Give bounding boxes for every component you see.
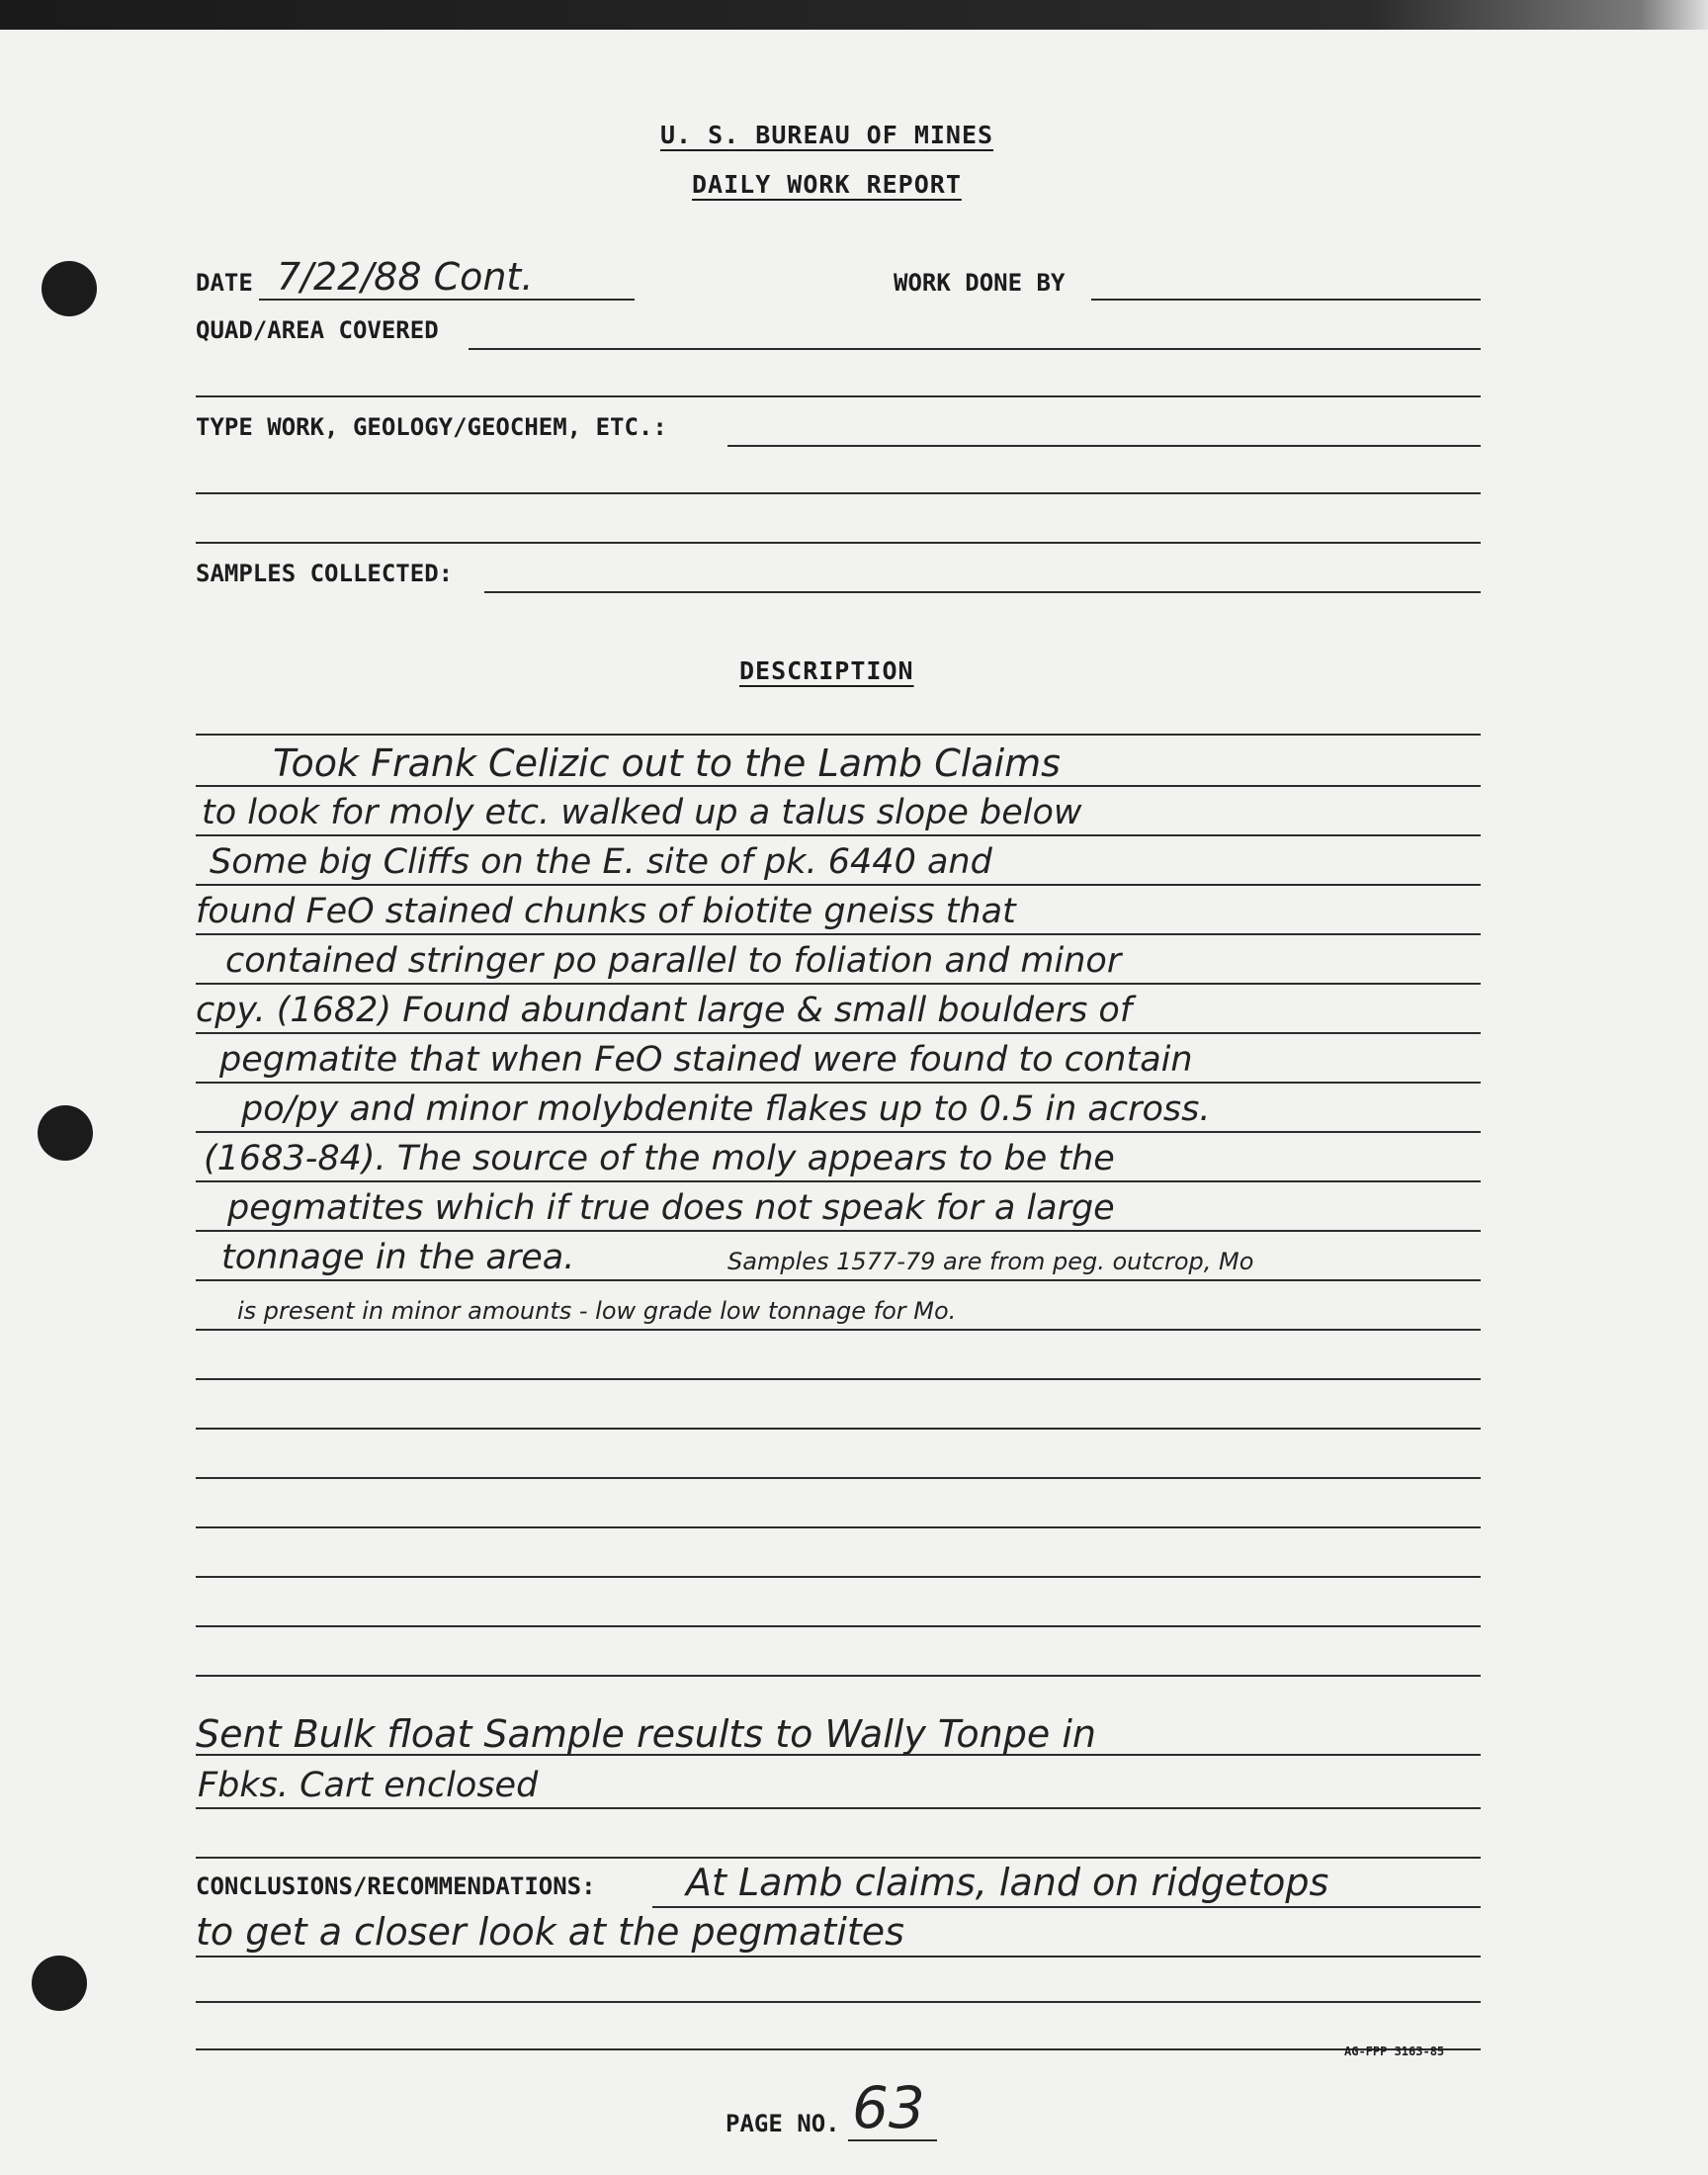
ruled-line xyxy=(196,1807,1481,1809)
report-title: U. S. BUREAU OF MINES xyxy=(660,121,994,149)
handwritten-conclusion: to get a closer look at the pegmatites xyxy=(196,1910,904,1954)
ruled-line xyxy=(196,1180,1481,1182)
form-line xyxy=(196,395,1481,397)
handwritten-conclusion: At Lamb claims, land on ridgetops xyxy=(686,1861,1329,1904)
ruled-line xyxy=(196,1428,1481,1430)
handwritten-line: Took Frank Celizic out to the Lamb Claims xyxy=(273,741,1061,785)
ruled-line xyxy=(196,933,1481,935)
handwritten-line: tonnage in the area. xyxy=(221,1238,575,1277)
quad-area-line xyxy=(469,348,1481,350)
handwritten-line: cpy. (1682) Found abundant large & small boulders of xyxy=(196,991,1133,1030)
ruled-line xyxy=(196,785,1481,787)
handwritten-line: pegmatite that when FeO stained were found to contain xyxy=(219,1040,1193,1080)
handwritten-note: is present in minor amounts - low grade low tonnage for Mo. xyxy=(237,1297,957,1325)
ruled-line xyxy=(196,1131,1481,1133)
ruled-line xyxy=(196,1082,1481,1084)
ruled-line xyxy=(196,1526,1481,1528)
handwritten-line: to look for moly etc. walked up a talus slope below xyxy=(202,793,1082,832)
ruled-line xyxy=(196,1956,1481,1958)
quad-area-label: QUAD/AREA COVERED xyxy=(196,316,439,344)
handwritten-line: Fbks. Cart enclosed xyxy=(198,1766,539,1805)
ruled-line xyxy=(196,1378,1481,1380)
date-line xyxy=(259,299,635,301)
handwritten-note: Samples 1577-79 are from peg. outcrop, Mo xyxy=(727,1248,1254,1275)
ruled-line xyxy=(196,1477,1481,1479)
samples-collected-line xyxy=(484,591,1481,593)
handwritten-line: (1683-84). The source of the moly appears to be the xyxy=(204,1139,1115,1178)
ruled-line xyxy=(196,1625,1481,1627)
ruled-line xyxy=(196,2001,1481,2003)
ruled-line xyxy=(196,1279,1481,1281)
page-number-label: PAGE NO. xyxy=(726,2110,840,2137)
report-subtitle: DAILY WORK REPORT xyxy=(692,170,962,199)
handwritten-line: found FeO stained chunks of biotite gneiss that xyxy=(196,892,1016,931)
work-done-by-line xyxy=(1091,299,1481,301)
ruled-line xyxy=(196,1230,1481,1232)
work-done-by-label: WORK DONE BY xyxy=(894,269,1066,297)
form-line xyxy=(196,492,1481,494)
binder-hole-bottom xyxy=(32,1956,87,2011)
ruled-line xyxy=(196,1576,1481,1578)
type-work-line xyxy=(727,445,1481,447)
handwritten-line: Some big Cliffs on the E. site of pk. 6440 and xyxy=(210,842,992,882)
handwritten-line: contained stringer po parallel to foliation and minor xyxy=(225,941,1122,981)
handwritten-line: Sent Bulk float Sample results to Wally Tonpe in xyxy=(196,1712,1096,1756)
type-work-label: TYPE WORK, GEOLOGY/GEOCHEM, ETC.: xyxy=(196,413,667,441)
ruled-line xyxy=(196,884,1481,886)
form-code: AG-FPP 3163-85 xyxy=(1344,2044,1445,2058)
date-value: 7/22/88 Cont. xyxy=(277,255,534,299)
binder-hole-middle xyxy=(38,1105,93,1161)
conclusions-line xyxy=(652,1906,1481,1908)
page-number-value: 63 xyxy=(852,2074,925,2141)
form-line xyxy=(196,542,1481,544)
scan-top-edge xyxy=(0,0,1708,30)
ruled-line xyxy=(196,834,1481,836)
binder-hole-top xyxy=(42,261,97,316)
handwritten-line: pegmatites which if true does not speak for a large xyxy=(227,1188,1115,1228)
ruled-line xyxy=(196,2048,1481,2050)
ruled-line xyxy=(196,734,1481,736)
ruled-line xyxy=(196,1032,1481,1034)
ruled-line xyxy=(196,1675,1481,1677)
description-heading: DESCRIPTION xyxy=(739,656,914,685)
ruled-line xyxy=(196,983,1481,985)
handwritten-line: po/py and minor molybdenite flakes up to 0.5 in across. xyxy=(241,1089,1211,1129)
ruled-line xyxy=(196,1857,1481,1859)
date-label: DATE xyxy=(196,269,253,297)
ruled-line xyxy=(196,1329,1481,1331)
conclusions-label: CONCLUSIONS/RECOMMENDATIONS: xyxy=(196,1872,596,1900)
samples-collected-label: SAMPLES COLLECTED: xyxy=(196,560,454,587)
